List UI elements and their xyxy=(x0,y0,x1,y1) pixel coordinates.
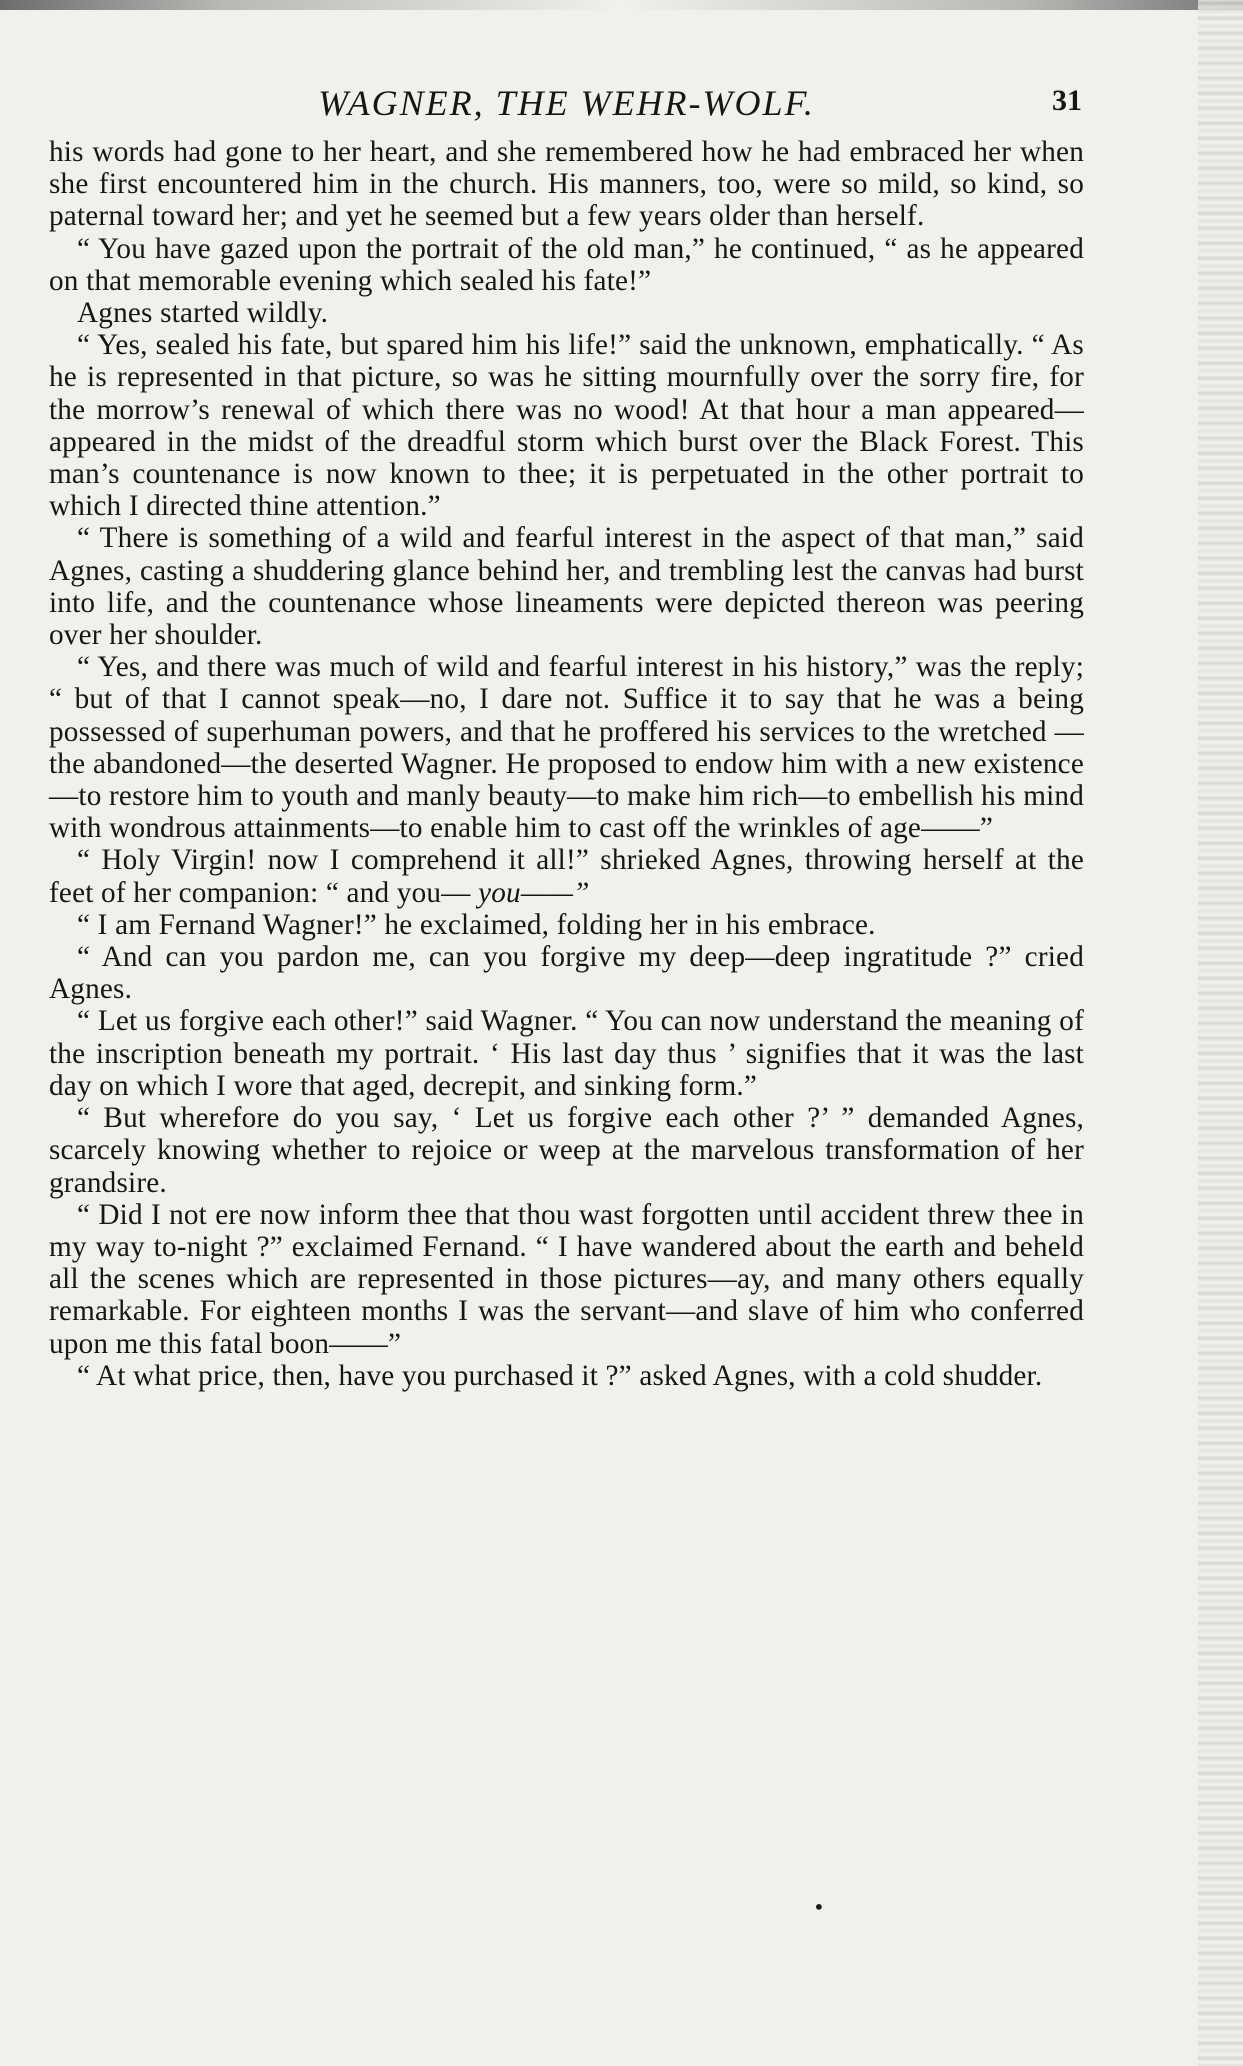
scan-right-edge xyxy=(1198,0,1243,2066)
paragraph: “ And can you pardon me, can you forgive my deep—deep ingratitude ?” cried Agnes. xyxy=(49,941,1084,1006)
paragraph: “ There is something of a wild and fearful interest in the aspect of that man,” said Agnes, casting a shuddering glance behind her, and trembling lest the canvas had burst into life, and the countenance whose lineaments were depicted thereon was peering over her shoulder. xyxy=(49,522,1084,652)
scan-top-edge xyxy=(0,0,1243,10)
italic-you: you——” xyxy=(478,876,590,909)
paragraph: “ Yes, and there was much of wild and fearful interest in his history,” was the reply; “ but of that I cannot speak—no, I dare not. Suffice it to say that he was a being possessed of superhuman powers, and that he proffered his services to the wretched —the abandoned—the deserted Wagner. He proposed to endow him with a new existence—to restore him to youth and manly beauty—to make him rich—to embellish his mind with wondrous attainments—to enable him to cast off the wrinkles of age——” xyxy=(49,651,1084,845)
book-page xyxy=(49,82,1084,1392)
paragraph: “ But wherefore do you say, ‘ Let us forgive each other ?’ ” demanded Agnes, scarcely knowing whether to rejoice or weep at the marvelous transformation of her grandsire. xyxy=(49,1102,1084,1199)
ink-speck: • xyxy=(813,1895,825,1919)
running-head xyxy=(49,82,1084,122)
paragraph: “ Did I not ere now inform thee that thou wast forgotten until accident threw thee in my way to-night ?” exclaimed Fernand. “ I have wandered about the earth and beheld all the scenes which are represented in those pictures—ay, and many others equally remarkable. For eighteen months I was the servant—and slave of him who conferred upon me this fatal boon——” xyxy=(49,1198,1084,1360)
paragraph: “ I am Fernand Wagner!” he exclaimed, folding her in his embrace. xyxy=(77,908,876,941)
body-text xyxy=(49,136,1084,1392)
paragraph-holy-virgin xyxy=(49,844,1084,908)
page-number: 31 xyxy=(1052,84,1082,117)
paragraph: “ At what price, then, have you purchased it ?” asked Agnes, with a cold shudder. xyxy=(77,1359,1043,1392)
paragraph: “ Let us forgive each other!” said Wagner. “ You can now understand the meaning of the inscription beneath my portrait. ‘ His last day thus ’ signifies that it was the last day on which I wore that aged, decrepit, and sinking form.” xyxy=(49,1005,1084,1102)
paragraph: Agnes started wildly. xyxy=(77,297,329,330)
running-title: WAGNER, THE WEHR-WOLF. xyxy=(318,83,815,123)
paragraph: his words had gone to her heart, and she remembered how he had embraced her when she first encountered him in the church. His manners, too, were so mild, so kind, so paternal toward her; and yet he seemed but a few years older than herself. xyxy=(49,136,1084,233)
paragraph: “ You have gazed upon the portrait of the old man,” he continued, “ as he appeared on that memorable evening which sealed his fate!” xyxy=(49,232,1084,297)
paragraph-text: “ Holy Virgin! now I comprehend it all!” shrieked Agnes, throwing herself at the feet of her companion: “ and you— xyxy=(49,844,1084,909)
paragraph: “ Yes, sealed his fate, but spared him his life!” said the unknown, emphatically. “ As he is represented in that picture, so was he sitting mournfully over the sorry fire, for the morrow’s renewal of which there was no wood! At that hour a man appeared—appeared in the midst of the dreadful storm which burst over the Black Forest. This man’s countenance is now known to thee; it is perpetuated in the other portrait to which I directed thine attention.” xyxy=(49,329,1084,523)
